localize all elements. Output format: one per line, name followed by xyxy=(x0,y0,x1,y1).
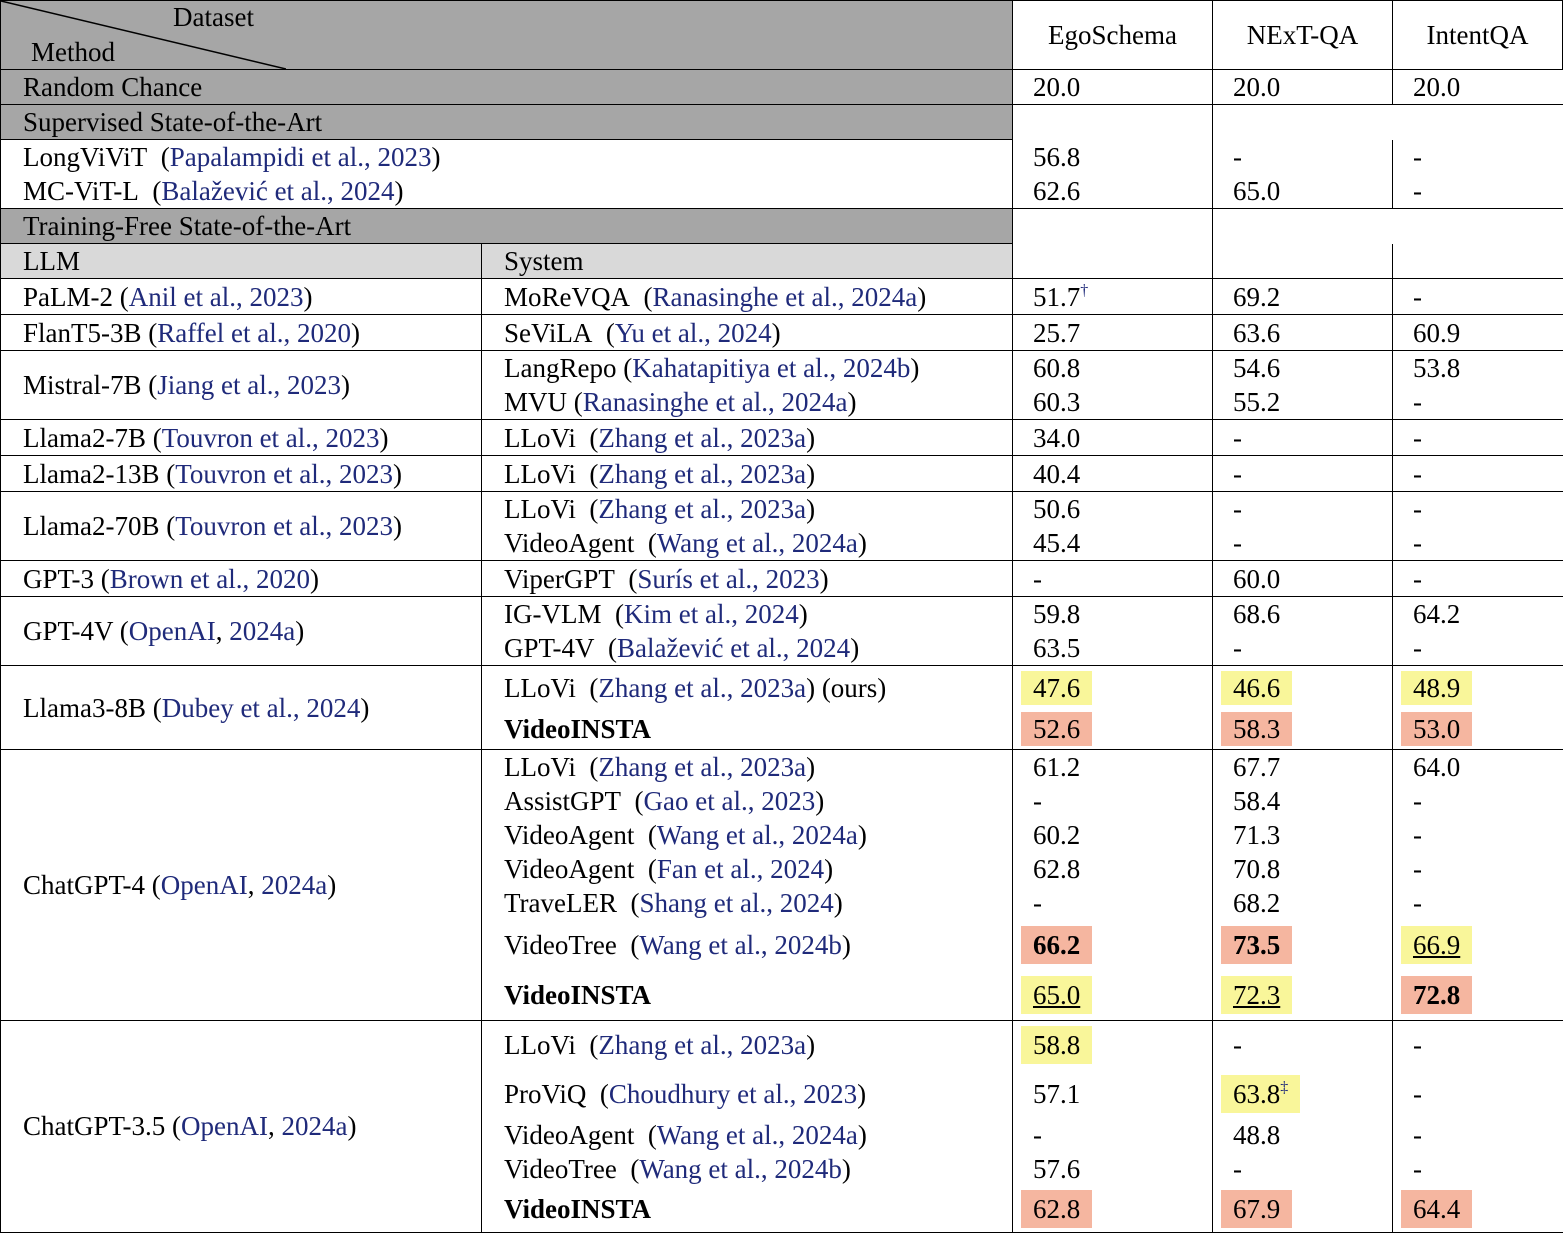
value-cell: 69.2 xyxy=(1213,279,1393,315)
system-name: AssistGPT xyxy=(504,786,622,816)
value-cell: - xyxy=(1013,1118,1213,1152)
table-row: Mistral-7B (Jiang et al., 2023) LangRepo (Kahatapitiya et al., 2024b) 60.8 54.6 53.8 xyxy=(1,351,1563,386)
system-name: LLoVi xyxy=(504,422,576,453)
value-cell: 34.0 xyxy=(1013,420,1213,456)
value-cell: - xyxy=(1393,456,1563,492)
value-cell: - xyxy=(1213,631,1393,666)
table-row: PaLM-2 (Anil et al., 2023) MoReVQA (Ranasinghe et al., 2024a) 51.7† 69.2 - xyxy=(1,279,1563,315)
value-cell: 57.1 xyxy=(1013,1070,1213,1118)
llm-name: PaLM-2 xyxy=(23,281,113,312)
table-row: VideoTree (Wang et al., 2024b) 66.2 73.5 66.9 xyxy=(1,920,1563,970)
citation: Kim et al., 2024 xyxy=(623,599,799,629)
value-cell: 62.6 xyxy=(1013,174,1213,209)
value-cell: 60.8 xyxy=(1013,351,1213,386)
citation: Touvron et al., 2023 xyxy=(175,458,394,489)
llm-name: Llama2-13B xyxy=(23,458,160,489)
value-cell: 65.0 xyxy=(1213,174,1393,209)
system-name: VideoAgent xyxy=(504,1120,635,1150)
value-cell: 58.3 xyxy=(1221,712,1292,746)
training-free-section-label: Training-Free State-of-the-Art xyxy=(1,209,1013,244)
llm-name: Llama2-7B xyxy=(23,422,146,453)
system-name: VideoINSTA xyxy=(482,1186,1013,1232)
value-cell: 54.6 xyxy=(1213,351,1393,386)
system-name: VideoINSTA xyxy=(482,710,1013,750)
system-name: LLoVi xyxy=(504,672,576,703)
citation-year: 2024a xyxy=(281,1111,348,1141)
value-cell: 63.6 xyxy=(1213,315,1393,351)
table-row: Llama2-7B (Touvron et al., 2023) LLoVi (Zhang et al., 2023a) 34.0 - - xyxy=(1,420,1563,456)
system-name: LLoVi xyxy=(504,458,576,489)
citation: Jiang et al., 2023 xyxy=(157,370,341,400)
llm-column-label: LLM xyxy=(1,244,482,279)
table-row: VideoAgent (Wang et al., 2024a) 45.4 - - xyxy=(1,526,1563,561)
value-cell: - xyxy=(1393,385,1563,420)
citation: Dubey et al., 2024 xyxy=(161,692,361,723)
citation: Balažević et al., 2024 xyxy=(161,176,395,206)
llm-name: GPT-4V xyxy=(23,616,114,646)
citation: Yu et al., 2024 xyxy=(614,317,772,348)
value-cell: - xyxy=(1393,174,1563,209)
value-cell: 62.8 xyxy=(1013,852,1213,886)
random-egoschema: 20.0 xyxy=(1013,70,1213,105)
value-cell: 67.9 xyxy=(1221,1190,1292,1228)
citation: Balažević et al., 2024 xyxy=(617,633,851,663)
table-row: Llama2-70B (Touvron et al., 2023) LLoVi (Zhang et al., 2023a) 50.6 - - xyxy=(1,492,1563,527)
citation: Ranasinghe et al., 2024a xyxy=(652,281,918,312)
value-cell: - xyxy=(1413,1120,1422,1150)
value-cell: - xyxy=(1413,141,1422,172)
system-name: LangRepo xyxy=(504,353,617,383)
value-cell: 51.7 xyxy=(1033,281,1081,312)
citation: Wang et al., 2024b xyxy=(639,1154,842,1184)
value-cell: 46.6 xyxy=(1221,671,1292,705)
system-name: GPT-4V xyxy=(504,633,595,663)
value-cell: 68.2 xyxy=(1213,886,1393,920)
table-row: ChatGPT-4 (OpenAI, 2024a) LLoVi (Zhang et al., 2023a) 61.2 67.7 64.0 xyxy=(1,750,1563,785)
system-name: ProViQ xyxy=(504,1079,587,1109)
table-row: GPT-3 (Brown et al., 2020) ViperGPT (Surís et al., 2023) - 60.0 - xyxy=(1,561,1563,597)
citation: Gao et al., 2023 xyxy=(643,786,816,816)
value-cell: - xyxy=(1393,420,1563,456)
citation-year: 2024a xyxy=(229,616,296,646)
value-cell: 62.8 xyxy=(1021,1190,1092,1228)
random-nextqa: 20.0 xyxy=(1213,70,1393,105)
value-cell: 50.6 xyxy=(1013,492,1213,527)
value-cell: - xyxy=(1413,1079,1422,1109)
value-cell: 66.9 xyxy=(1401,926,1472,964)
table-row: VideoTree (Wang et al., 2024b) 57.6 - - xyxy=(1,1152,1563,1186)
value-cell: 40.4 xyxy=(1013,456,1213,492)
table-row: MC-ViT-L (Balažević et al., 2024) 62.6 65.0 - xyxy=(1,174,1563,209)
dataset-header-label: Dataset xyxy=(173,2,254,32)
method-name: LongViViT xyxy=(23,142,148,172)
citation: Shang et al., 2024 xyxy=(639,888,834,918)
value-cell: 73.5 xyxy=(1221,926,1292,964)
system-name: ViperGPT xyxy=(504,563,615,594)
table-row: ChatGPT-3.5 (OpenAI, 2024a) LLoVi (Zhang et al., 2023a) 58.8 - - xyxy=(1,1020,1563,1070)
value-cell: - xyxy=(1413,820,1422,850)
citation: Wang et al., 2024a xyxy=(656,1120,858,1150)
value-cell: 25.7 xyxy=(1013,315,1213,351)
value-cell: 58.4 xyxy=(1213,784,1393,818)
value-cell: - xyxy=(1413,1154,1422,1184)
value-cell: 53.0 xyxy=(1401,712,1472,746)
value-cell: - xyxy=(1413,854,1422,884)
citation: Kahatapitiya et al., 2024b xyxy=(632,353,911,383)
double-dagger-mark: ‡ xyxy=(1280,1079,1289,1096)
citation: Zhang et al., 2023a xyxy=(598,422,807,453)
value-cell: 55.2 xyxy=(1213,385,1393,420)
value-cell: - xyxy=(1013,784,1213,818)
column-header-intentqa: IntentQA xyxy=(1393,1,1563,70)
value-cell: - xyxy=(1213,140,1393,175)
system-name: VideoTree xyxy=(504,930,617,960)
system-name: VideoAgent xyxy=(504,528,635,558)
llm-name: Mistral-7B xyxy=(23,370,142,400)
system-name: VideoAgent xyxy=(504,820,635,850)
citation: Wang et al., 2024a xyxy=(656,528,858,558)
value-cell: 47.6 xyxy=(1021,671,1092,705)
table-row: VideoAgent (Wang et al., 2024a) - 48.8 - xyxy=(1,1118,1563,1152)
citation: Fan et al., 2024 xyxy=(656,854,825,884)
system-name: VideoAgent xyxy=(504,854,635,884)
citation: Surís et al., 2023 xyxy=(637,563,820,594)
value-cell: 63.5 xyxy=(1013,631,1213,666)
citation: OpenAI xyxy=(181,1111,268,1141)
table-row: Llama2-13B (Touvron et al., 2023) LLoVi (Zhang et al., 2023a) 40.4 - - xyxy=(1,456,1563,492)
citation: Zhang et al., 2023a xyxy=(598,1030,807,1061)
value-cell: 58.8 xyxy=(1021,1026,1092,1064)
table-row: FlanT5-3B (Raffel et al., 2020) SeViLA (Yu et al., 2024) 25.7 63.6 60.9 xyxy=(1,315,1563,351)
value-cell: 64.0 xyxy=(1413,752,1461,782)
table-row: VideoAgent (Wang et al., 2024a) 60.2 71.3 - xyxy=(1,818,1563,852)
citation: Wang et al., 2024a xyxy=(656,820,858,850)
supervised-section-label: Supervised State-of-the-Art xyxy=(1,105,1013,140)
value-cell: - xyxy=(1013,561,1213,597)
value-cell: - xyxy=(1393,279,1563,315)
value-cell: 52.6 xyxy=(1021,712,1092,746)
system-name: VideoTree xyxy=(504,1154,617,1184)
citation: Choudhury et al., 2023 xyxy=(608,1079,858,1109)
citation: Raffel et al., 2020 xyxy=(157,317,351,348)
citation: Ranasinghe et al., 2024a xyxy=(582,387,848,417)
value-cell: - xyxy=(1213,1152,1393,1186)
system-name: LLoVi xyxy=(504,752,576,782)
value-highlight xyxy=(1221,1075,1300,1113)
value-cell: 56.8 xyxy=(1013,140,1213,175)
value-cell: 72.8 xyxy=(1401,976,1472,1014)
value-cell: - xyxy=(1413,786,1422,816)
random-intentqa: 20.0 xyxy=(1393,70,1563,105)
value-cell: - xyxy=(1413,494,1422,524)
citation: Anil et al., 2023 xyxy=(128,281,304,312)
value-cell: - xyxy=(1213,456,1393,492)
value-cell: 60.2 xyxy=(1013,818,1213,852)
llm-name: FlanT5-3B xyxy=(23,317,142,348)
value-cell: 61.2 xyxy=(1013,750,1213,785)
value-cell: - xyxy=(1393,526,1563,561)
citation-year: 2024a xyxy=(261,869,328,900)
table-row: VideoAgent (Fan et al., 2024) 62.8 70.8 - xyxy=(1,852,1563,886)
value-cell: 71.3 xyxy=(1213,818,1393,852)
citation: Zhang et al., 2023a xyxy=(598,494,807,524)
value-cell: 60.9 xyxy=(1393,315,1563,351)
system-name: IG-VLM xyxy=(504,599,602,629)
value-cell: - xyxy=(1213,492,1393,527)
table-row: GPT-4V (OpenAI, 2024a) IG-VLM (Kim et al., 2024) 59.8 68.6 64.2 xyxy=(1,597,1563,632)
table-row: Llama3-8B (Dubey et al., 2024) LLoVi (Zhang et al., 2023a) (ours) 47.6 46.6 48.9 xyxy=(1,666,1563,710)
value-cell: - xyxy=(1213,420,1393,456)
table-row: LongViViT (Papalampidi et al., 2023) 56.8 - - xyxy=(1,140,1563,175)
method-header-label: Method xyxy=(31,37,115,67)
citation: Zhang et al., 2023a xyxy=(598,752,807,782)
table-row: MVU (Ranasinghe et al., 2024a) 60.3 55.2 - xyxy=(1,385,1563,420)
value-cell: 66.2 xyxy=(1021,926,1092,964)
value-cell: 60.3 xyxy=(1013,385,1213,420)
table-row: AssistGPT (Gao et al., 2023) - 58.4 - xyxy=(1,784,1563,818)
value-cell: 48.8 xyxy=(1213,1118,1393,1152)
value-cell: 67.7 xyxy=(1213,750,1393,785)
value-cell: 68.6 xyxy=(1213,597,1393,632)
value-cell: - xyxy=(1213,526,1393,561)
ours-tag: (ours) xyxy=(821,672,887,703)
system-name: LLoVi xyxy=(504,494,576,524)
citation: Touvron et al., 2023 xyxy=(161,422,380,453)
citation: Zhang et al., 2023a xyxy=(598,672,807,703)
value-cell: - xyxy=(1013,886,1213,920)
value-cell: 70.8 xyxy=(1213,852,1393,886)
random-chance-label: Random Chance xyxy=(1,70,1013,105)
citation: Touvron et al., 2023 xyxy=(175,511,394,541)
llm-name: GPT-3 xyxy=(23,563,95,594)
value-cell: 53.8 xyxy=(1413,353,1461,383)
system-name: MVU xyxy=(504,387,568,417)
llm-name: ChatGPT-4 xyxy=(23,869,146,900)
value-cell: 59.8 xyxy=(1013,597,1213,632)
llm-name: Llama2-70B xyxy=(23,511,160,541)
value-cell: 45.4 xyxy=(1013,526,1213,561)
method-name: MC-ViT-L xyxy=(23,176,139,206)
table-row: ProViQ (Choudhury et al., 2023) 57.1 63.8‡ - xyxy=(1,1070,1563,1118)
value-cell: 63.8 xyxy=(1233,1079,1281,1109)
value-cell: 60.0 xyxy=(1213,561,1393,597)
llm-name: ChatGPT-3.5 xyxy=(23,1111,166,1141)
citation: Brown et al., 2020 xyxy=(109,563,311,594)
system-name: LLoVi xyxy=(504,1030,576,1061)
system-name: MoReVQA xyxy=(504,281,630,312)
system-column-label: System xyxy=(482,244,1013,279)
header-diagonal-cell xyxy=(1,1,1013,70)
value-cell: - xyxy=(1393,561,1563,597)
citation: Zhang et al., 2023a xyxy=(598,458,807,489)
system-name: VideoINSTA xyxy=(482,970,1013,1020)
column-header-nextqa: NExT-QA xyxy=(1213,1,1393,70)
citation: OpenAI xyxy=(160,869,248,900)
dagger-mark: † xyxy=(1080,281,1089,299)
value-cell: - xyxy=(1393,631,1563,666)
value-cell: 64.2 xyxy=(1413,599,1461,629)
value-cell: - xyxy=(1213,1020,1393,1070)
value-cell: 48.9 xyxy=(1401,671,1472,705)
llm-name: Llama3-8B xyxy=(23,692,146,723)
table-row: TraveLER (Shang et al., 2024) - 68.2 - xyxy=(1,886,1563,920)
system-name: SeViLA xyxy=(504,317,593,348)
value-cell: - xyxy=(1413,888,1422,918)
value-cell: 65.0 xyxy=(1021,976,1092,1014)
value-cell: 57.6 xyxy=(1013,1152,1213,1186)
citation: Papalampidi et al., 2023 xyxy=(169,142,432,172)
citation: Wang et al., 2024b xyxy=(639,930,842,960)
citation: OpenAI xyxy=(128,616,216,646)
value-cell: 72.3 xyxy=(1221,976,1292,1014)
column-header-egoschema: EgoSchema xyxy=(1013,1,1213,70)
value-cell: 64.4 xyxy=(1401,1190,1472,1228)
system-name: TraveLER xyxy=(504,888,617,918)
value-cell: - xyxy=(1413,1030,1422,1061)
table-row: GPT-4V (Balažević et al., 2024) 63.5 - - xyxy=(1,631,1563,666)
